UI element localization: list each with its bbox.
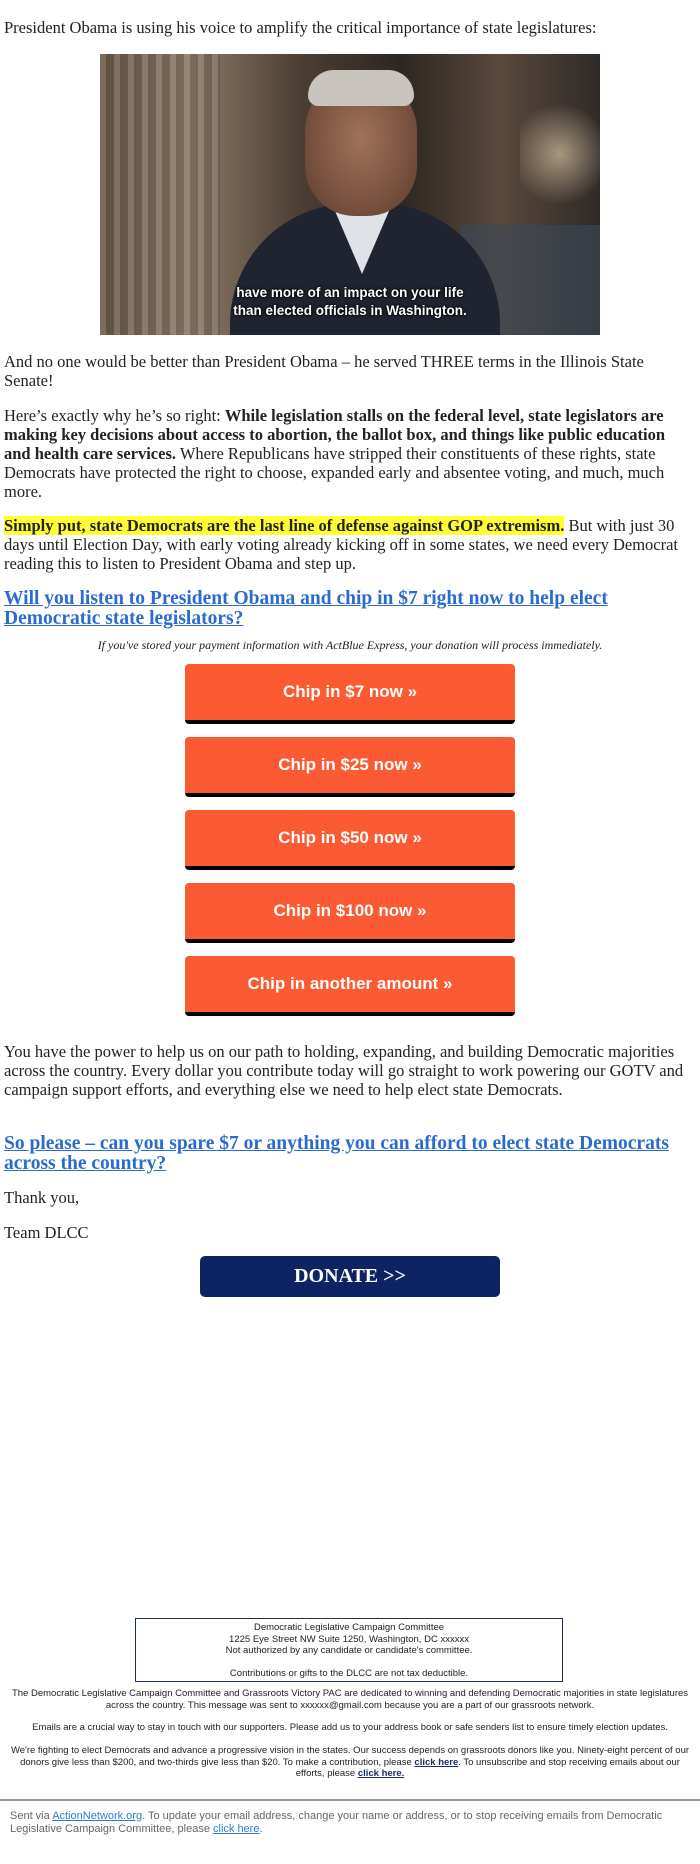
actblue-express-note: If you've stored your payment information with ActBlue Express, your donation will process immediately. (97, 638, 603, 652)
sent-via-text (10, 1810, 690, 1836)
ask-link-listen[interactable]: Will you listen to President Obama and chip in $7 right now to help elect Democratic state legislators? (4, 588, 608, 629)
chip-in-50-button[interactable]: Chip in $50 now » (185, 810, 515, 870)
thanks-text: Thank you, (4, 1188, 80, 1207)
paragraph-why-bold: While legislation stalls on the federal level, state legislators are making key decisions about access to abortion, the ballot box, and things like public education and health care services. (4, 406, 666, 463)
donate-button[interactable]: DONATE >> (200, 1256, 500, 1297)
video-caption (100, 284, 600, 320)
sent-via-pre: Sent via (10, 1810, 53, 1822)
footer-fighting-pre: We're fighting to elect Democrats and advance a progressive vision in the states. Our success depends on grassroots donors like you. Ninety-eight percent of our donors give less than $200, and two-thirds give less than $20. To make a contribution, please (10, 1745, 690, 1768)
obama-video-thumbnail[interactable] (100, 54, 600, 335)
sent-via-mid: . To update your email address, change your name or address, or to stop receiving emails from Democratic Legislative Campaign Committee, please (10, 1810, 663, 1835)
paragraph-defense-rest: But with just 30 days until Election Day, with early voting already kicking off in some states, we need every Democrat reading this to listen to President Obama and step up. (4, 516, 679, 573)
chip-in-25-button[interactable]: Chip in $25 now » (185, 737, 515, 797)
video-caption-line-2: than elected officials in Washington. (233, 303, 467, 318)
paragraph-defense (4, 516, 694, 573)
chip-in-7-button[interactable]: Chip in $7 now » (185, 664, 515, 724)
lamp-glow (520, 94, 600, 214)
ask-link-spare[interactable]: So please – can you spare $7 or anything you can afford to elect state Democrats across the country? (4, 1133, 669, 1174)
intro-text: President Obama is using his voice to amplify the critical importance of state legislatures: (4, 18, 597, 37)
footer-org: Democratic Legislative Campaign Committee (253, 1622, 445, 1633)
paragraph-why (4, 406, 694, 501)
footer-dedication: The Democratic Legislative Campaign Committee and Grassroots Victory PAC are dedicated to winning and defending Democratic majorities in state legislatures across the country. This message was sent to xxxxxx@gmail.com because you are a part of our grassroots network. (11, 1688, 689, 1711)
chip-in-100-button[interactable]: Chip in $100 now » (185, 883, 515, 943)
paragraph-why-lead: Here’s exactly why he’s so right: (4, 406, 225, 425)
footer-auth: Not authorized by any candidate or candidate's committee. (225, 1645, 473, 1656)
footer-fighting (10, 1745, 690, 1780)
signature-text: Team DLCC (4, 1223, 89, 1242)
footer-disclaimer-box (135, 1618, 563, 1682)
chip-in-other-button[interactable]: Chip in another amount » (185, 956, 515, 1016)
unsubscribe-link[interactable]: click here. (357, 1768, 405, 1779)
footer-fighting-mid: . To unsubscribe and stop receiving emails about our efforts, please (295, 1756, 680, 1779)
paragraph-terms: And no one would be better than President Obama – he served THREE terms in the Illinois State Senate! (4, 352, 644, 390)
paragraph-power: You have the power to help us on our path to holding, expanding, and building Democratic majorities across the country. Every dollar you contribute today will go straight to work powering our GOTV and campaign support efforts, and everything else we need to help elect state Democrats. (4, 1042, 684, 1099)
update-preferences-link[interactable]: click here (213, 1823, 260, 1835)
contribute-link[interactable]: click here (414, 1756, 459, 1768)
footer-emails-note: Emails are a crucial way to stay in touch with our supporters. Please add us to your address book or safe senders list to ensure timely election updates. (32, 1722, 668, 1733)
footer-tax: Contributions or gifts to the DLCC are not tax deductible. (229, 1667, 469, 1679)
video-caption-line-1: have more of an impact on your life (236, 285, 464, 300)
highlighted-statement: Simply put, state Democrats are the last line of defense against GOP extremism. (4, 516, 565, 535)
footer-divider (0, 1799, 700, 1801)
actionnetwork-link[interactable]: ActionNetwork.org (52, 1810, 143, 1822)
speaker-hair (308, 70, 414, 106)
paragraph-why-rest: Where Republicans have stripped their constituents of these rights, state Democrats have protected the right to choose, expanded early and absentee voting, and much, much more. (4, 444, 665, 501)
footer-address: 1225 Eye Street NW Suite 1250, Washington, DC xxxxxx (229, 1633, 469, 1645)
sent-via-end: . (259, 1823, 263, 1835)
